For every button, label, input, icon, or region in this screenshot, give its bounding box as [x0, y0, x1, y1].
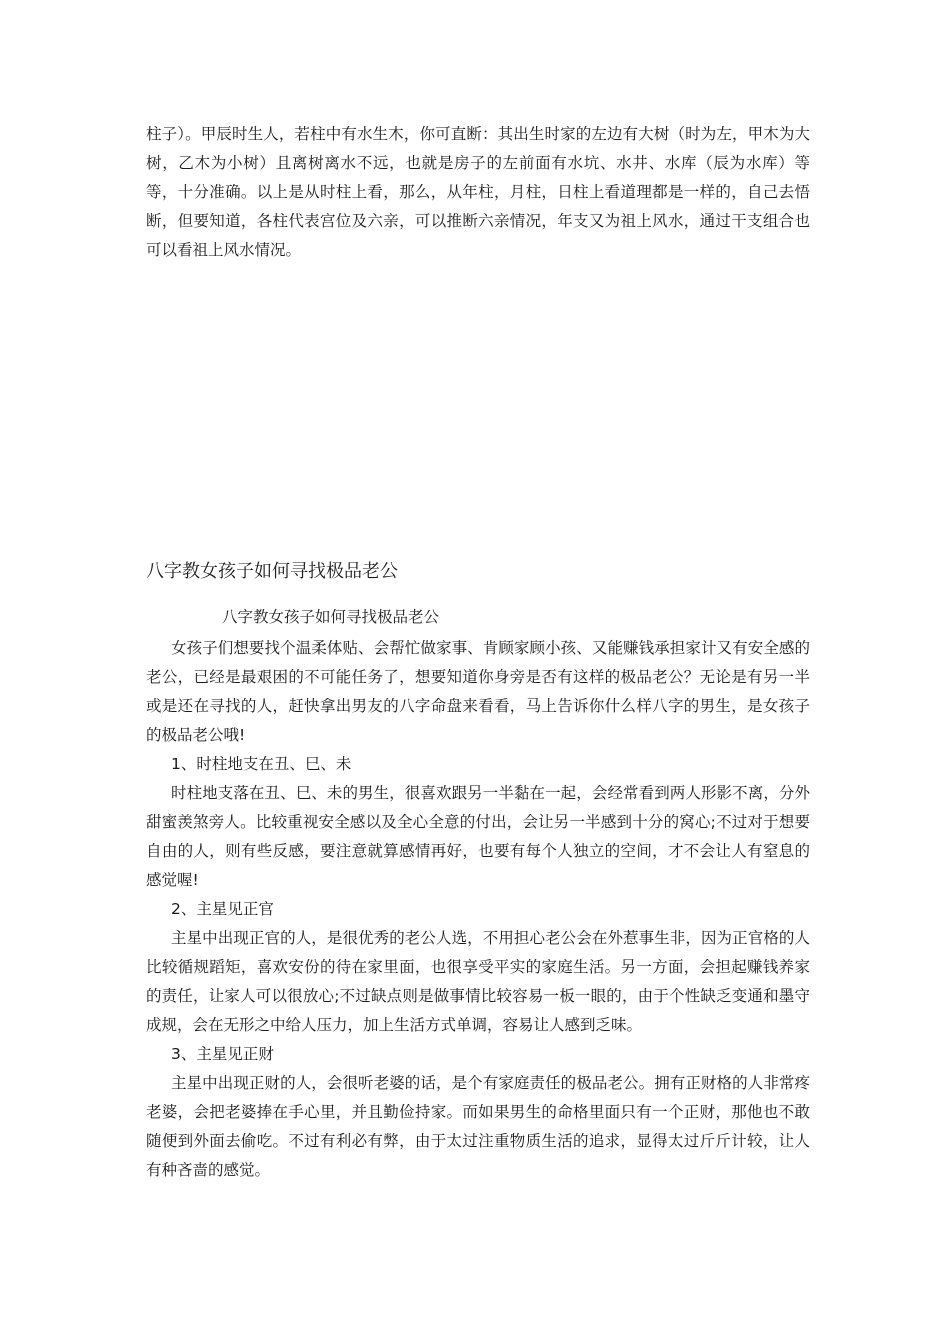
section-3-heading: 3、主星见正财 — [171, 1045, 274, 1063]
section-3-body: 主星中出现正财的人，会很听老婆的话，是个有家庭责任的极品老公。拥有正财格的人非常疼老婆，会把老婆捧在手心里，并且勤俭持家。而如果男生的命格里面只有一个正财，那他也不敢随便到外面去偷吃。不过有利必有弊，由于太过注重物质生活的追求，显得太过斤斤计较，让人有种吝啬的感觉。 — [146, 1074, 810, 1179]
article-body — [146, 603, 810, 1185]
article-subtitle: 八字教女孩子如何寻找极品老公 — [222, 608, 440, 626]
top-paragraph: 柱子）。甲辰时生人，若柱中有水生木，你可直断：其出生时家的左边有大树（时为左，甲木为大树，乙木为小树）且离树离水不远，也就是房子的左前面有水坑、水井、水库（辰为水库）等等，十分准确。以上是从时柱上看，那么，从年柱，月柱，日柱上看道理都是一样的，自己去悟断，但要知道，各柱代表宫位及六亲，可以推断六亲情况，年支又为祖上风水，通过干支组合也可以看祖上风水情况。 — [146, 125, 810, 259]
intro-paragraph: 女孩子们想要找个温柔体贴、会帮忙做家事、肯顾家顾小孩、又能赚钱承担家计又有安全感的老公，已经是最艰困的不可能任务了，想要知道你身旁是否有这样的极品老公？无论是有另一半或是还在寻找的人，赶快拿出男友的八字命盘来看看，马上告诉你什么样八字的男生，是女孩子的极品老公哦! — [146, 639, 810, 744]
section-1-heading: 1、时柱地支在丑、巳、未 — [171, 755, 352, 773]
section-2-heading: 2、主星见正官 — [171, 900, 274, 918]
section-1-body: 时柱地支落在丑、巳、未的男生，很喜欢跟另一半黏在一起，会经常看到两人形影不离，分外甜蜜羡煞旁人。比较重视安全感以及全心全意的付出，会让另一半感到十分的窝心;不过对于想要自由的人，则有些反感，要注意就算感情再好，也要有每个人独立的空间，才不会让人有窒息的感觉喔! — [146, 784, 810, 889]
section-2-body: 主星中出现正官的人，是很优秀的老公人选，不用担心老公会在外惹事生非，因为正官格的人比较循规蹈矩，喜欢安份的待在家里面，也很享受平实的家庭生活。另一方面，会担起赚钱养家的责任，让家人可以很放心;不过缺点则是做事情比较容易一板一眼的，由于个性缺乏变通和墨守成规，会在无形之中给人压力，加上生活方式单调，容易让人感到乏味。 — [146, 929, 810, 1034]
article-title: 八字教女孩子如何寻找极品老公 — [146, 561, 398, 582]
